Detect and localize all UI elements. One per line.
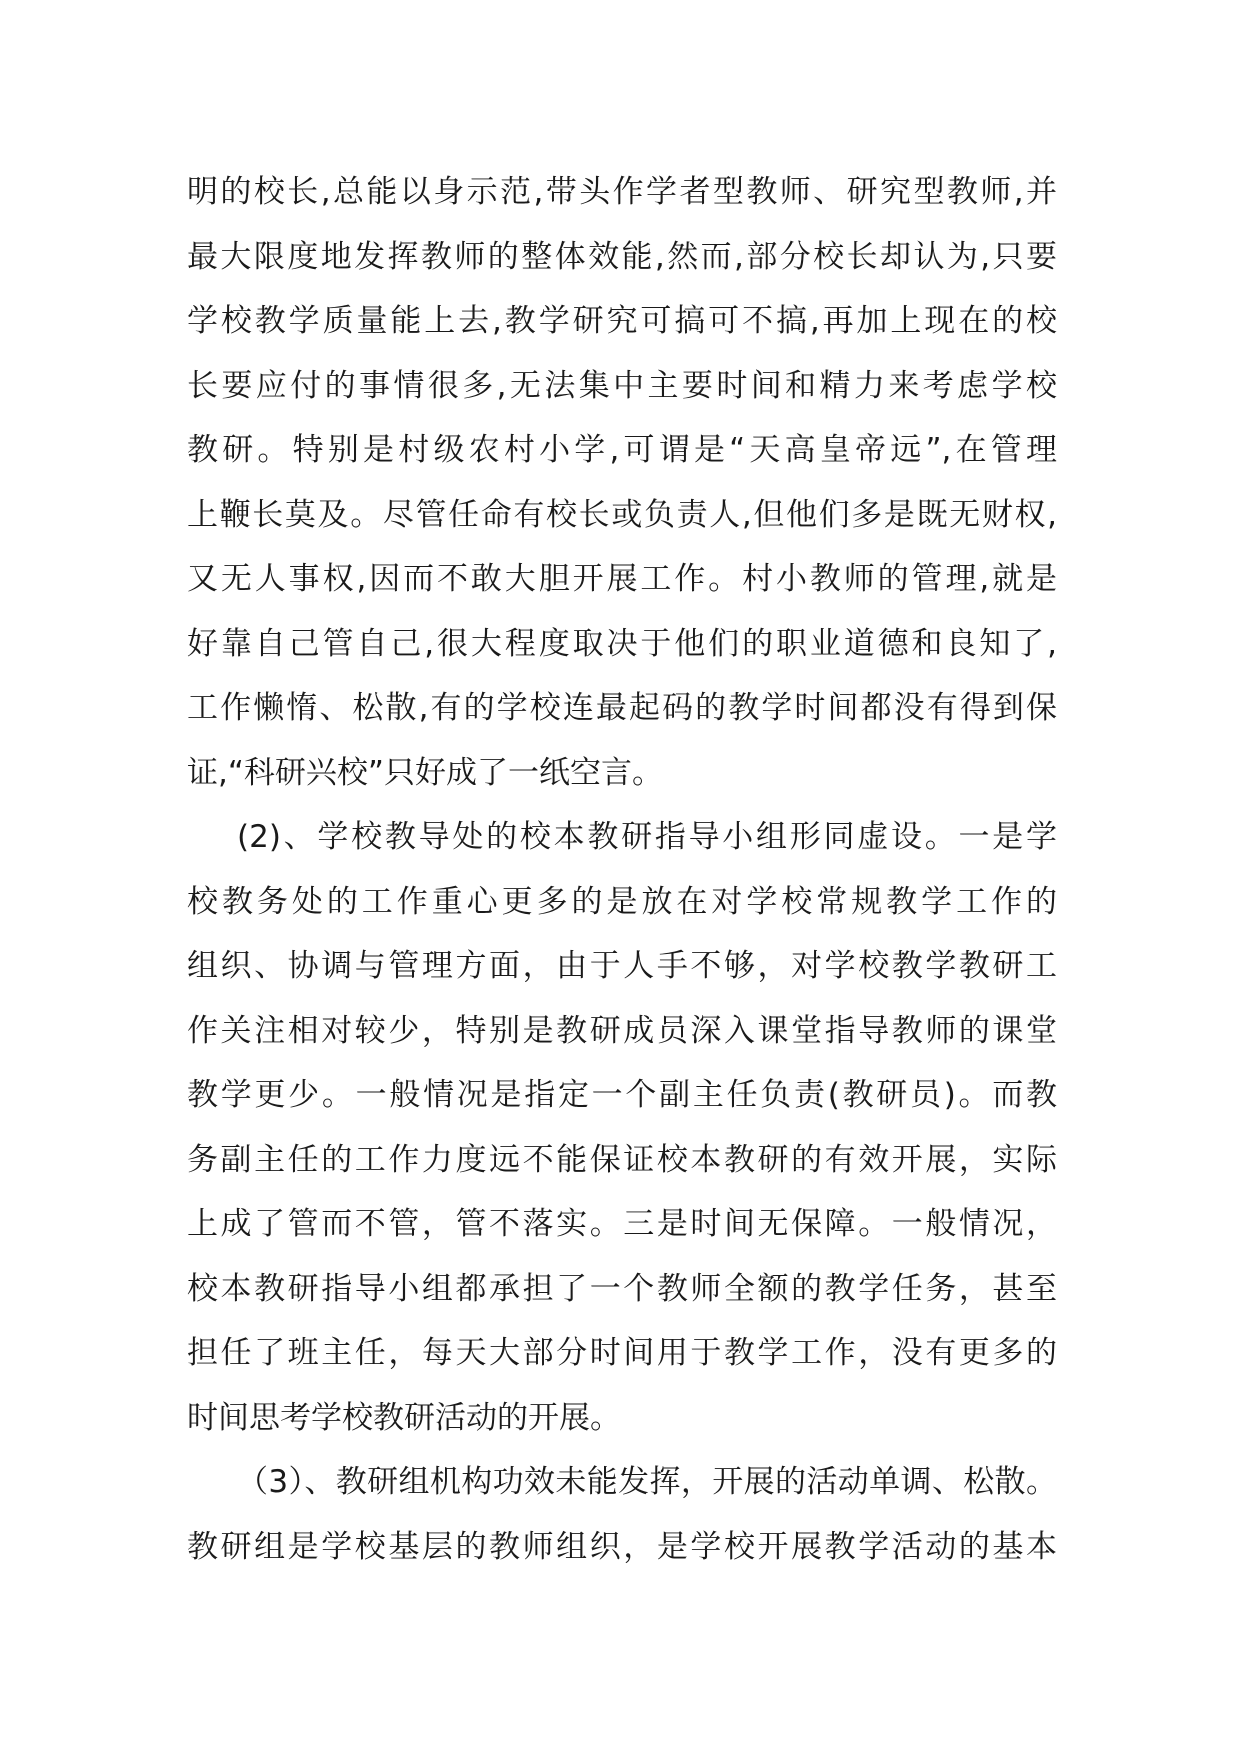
text-line: 务副主任的工作力度远不能保证校本教研的有效开展，实际: [187, 1141, 1057, 1178]
text-line: 教研组是学校基层的教师组织，是学校开展教学活动的基本: [187, 1528, 1057, 1565]
text-line: 好靠自己管自己,很大程度取决于他们的职业道德和良知了,: [187, 625, 1057, 662]
text-line: 上成了管而不管，管不落实。三是时间无保障。一般情况，: [187, 1206, 1057, 1242]
text-line: 组织、协调与管理方面，由于人手不够，对学校教学教研工: [187, 948, 1057, 984]
text-line: 最大限度地发挥教师的整体效能,然而,部分校长却认为,只要: [187, 238, 1057, 275]
text-line: 工作懒惰、松散,有的学校连最起码的教学时间都没有得到保: [187, 690, 1057, 726]
text-line: 担任了班主任，每天大部分时间用于教学工作，没有更多的: [187, 1335, 1057, 1371]
text-line: 明的校长,总能以身示范,带头作学者型教师、研究型教师,并: [187, 174, 1057, 210]
body-text: [187, 160, 1057, 1579]
text-line: 校本教研指导小组都承担了一个教师全额的教学任务，甚至: [187, 1270, 1057, 1307]
text-line: 上鞭长莫及。尽管任命有校长或负责人,但他们多是既无财权,: [187, 496, 1057, 533]
text-line: 长要应付的事情很多,无法集中主要时间和精力来考虑学校: [187, 367, 1057, 404]
paragraph-start-line: (2)、学校教导处的校本教研指导小组形同虚设。一是学: [237, 819, 1057, 855]
text-line: 学校教学质量能上去,教学研究可搞可不搞,再加上现在的校: [187, 303, 1057, 339]
text-line: 教学更少。一般情况是指定一个副主任负责(教研员)。而教: [187, 1077, 1057, 1113]
text-line: 又无人事权,因而不敢大胆开展工作。村小教师的管理,就是: [187, 561, 1057, 597]
text-line: 时间思考学校教研活动的开展。: [187, 1399, 621, 1436]
text-line: 校教务处的工作重心更多的是放在对学校常规教学工作的: [187, 883, 1057, 920]
paragraph-start-line: （3）、教研组机构功效未能发挥，开展的活动单调、松散。: [237, 1464, 1057, 1500]
text-line: 证,“科研兴校”只好成了一纸空言。: [187, 754, 663, 791]
text-line: 作关注相对较少，特别是教研成员深入课堂指导教师的课堂: [187, 1012, 1057, 1049]
text-line: 教研。特别是村级农村小学,可谓是“天高皇帝远”,在管理: [187, 432, 1057, 468]
